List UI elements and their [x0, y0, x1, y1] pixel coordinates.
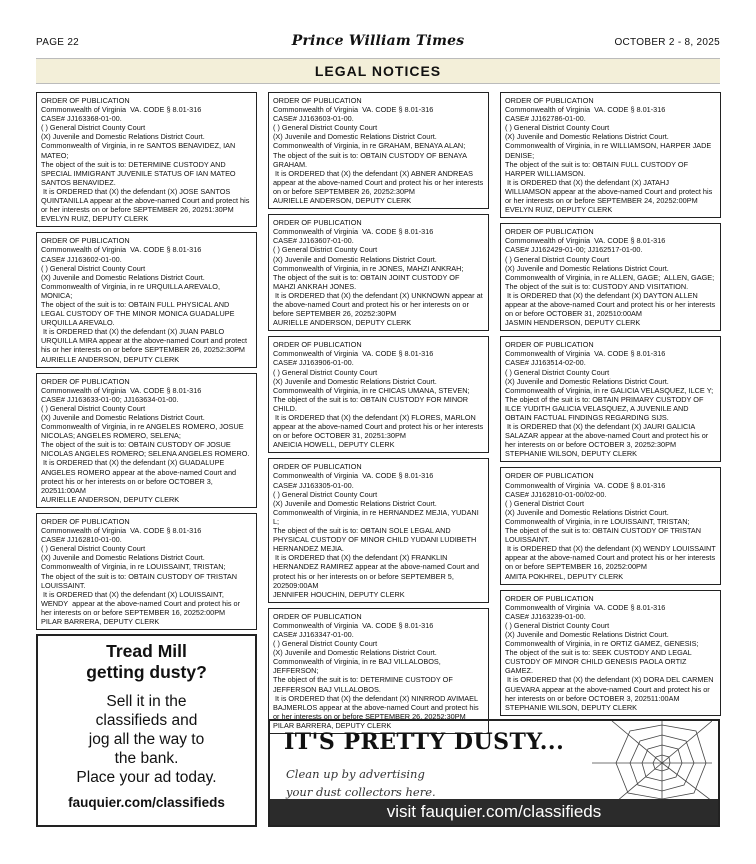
- legal-notice: [500, 336, 721, 462]
- notice-line: The object of the suit is to: OBTAIN CUSTODY OF JOSUE NICOLAS ANGELES ROMERO; SELENA ANGELES ROMERO.: [41, 440, 250, 459]
- notice-line: CASE# JJ162810-01-00/02-00.: [505, 489, 607, 499]
- notice-line: CASE# JJ163305-01-00.: [273, 480, 354, 490]
- ad-body-line: Place your ad today.: [76, 769, 217, 786]
- notice-line: (X) Juvenile and Domestic Relations District Court.: [505, 263, 669, 273]
- notice-heading: ORDER OF PUBLICATION: [41, 376, 130, 386]
- legal-notice: [268, 458, 489, 602]
- ad-url[interactable]: fauquier.com/classifieds: [68, 795, 225, 810]
- legal-notice: [500, 467, 721, 584]
- notice-line: AURIELLE ANDERSON, DEPUTY CLERK: [41, 494, 180, 504]
- notice-line: Commonwealth of Virginia VA. CODE § 8.01-316: [273, 105, 434, 115]
- notice-line: The object of the suit is to: OBTAIN CUSTODY OF TRISTAN LOUISSAINT.: [41, 571, 240, 590]
- notice-line: CASE# JJ163603-01-00.: [273, 114, 354, 124]
- notice-line: (X) Juvenile and Domestic Relations District Court.: [505, 132, 669, 142]
- notice-line: The object of the suit is to: DETERMINE CUSTODY OF JEFFERSON BAJ VILLALOBOS.: [273, 675, 455, 694]
- notice-line: CASE# JJ163239-01-00.: [505, 611, 586, 621]
- legal-notice: [36, 92, 257, 227]
- notice-heading: ORDER OF PUBLICATION: [505, 593, 594, 603]
- notice-heading: ORDER OF PUBLICATION: [505, 340, 594, 350]
- legal-notice: [36, 513, 257, 630]
- notices-column-2: [268, 92, 489, 739]
- notice-heading: ORDER OF PUBLICATION: [273, 462, 362, 472]
- notice-line: ( ) General District County Court: [41, 123, 146, 133]
- notice-line: Commonwealth of Virginia VA. CODE § 8.01-316: [41, 385, 202, 395]
- notice-heading: ORDER OF PUBLICATION: [505, 227, 594, 237]
- notice-line: The object of the suit is to: OBTAIN SOLE LEGAL AND PHYSICAL CUSTODY OF MINOR CHILD YUDANI LUDIBETH HERNANDEZ MEJIA.: [273, 526, 479, 554]
- notice-line: (X) Juvenile and Domestic Relations District Court.: [273, 498, 437, 508]
- legal-notice: [268, 214, 489, 331]
- notice-line: ( ) General District County Court: [273, 367, 378, 377]
- notice-line: AURIELLE ANDERSON, DEPUTY CLERK: [273, 318, 412, 328]
- notice-line: ( ) General District County Court: [273, 489, 378, 499]
- notice-line: Commonwealth of Virginia VA. CODE § 8.01-316: [273, 620, 434, 630]
- notice-line: CASE# JJ162810-01-00.: [41, 535, 122, 545]
- notice-line: ( ) General District Court: [505, 498, 585, 508]
- notice-heading: ORDER OF PUBLICATION: [41, 516, 130, 526]
- notice-line: AURIELLE ANDERSON, DEPUTY CLERK: [273, 196, 412, 206]
- notice-line: Commonwealth of Virginia, in re GRAHAM, BENAYA ALAN;: [273, 141, 466, 151]
- issue-date: OCTOBER 2 - 8, 2025: [614, 37, 720, 48]
- notice-line: ( ) General District County Court: [273, 639, 378, 649]
- pretty-dusty-ad: [268, 719, 720, 827]
- notice-line: ( ) General District County Court: [41, 403, 146, 413]
- notice-line: Commonwealth of Virginia VA. CODE § 8.01-316: [505, 236, 666, 246]
- notice-line: It is ORDERED that (X) the defendant (X) GUADALUPE ANGELES ROMERO appear at the above-named Court and protect his or her interests on or before OCTOBER 3, 202511:00AM: [41, 458, 239, 495]
- notice-heading: ORDER OF PUBLICATION: [273, 340, 362, 350]
- notice-line: Commonwealth of Virginia VA. CODE § 8.01-316: [273, 227, 434, 237]
- notice-line: Commonwealth of Virginia, in re GALICIA VELASQUEZ, ILCE Y;: [505, 385, 714, 395]
- notice-line: Commonwealth of Virginia, in re LOUISSAINT, TRISTAN;: [505, 516, 690, 526]
- notice-line: Commonwealth of Virginia VA. CODE § 8.01-316: [273, 349, 434, 359]
- notice-line: Commonwealth of Virginia VA. CODE § 8.01-316: [505, 480, 666, 490]
- notice-line: Commonwealth of Virginia, in re HERNANDEZ MEJIA, YUDANI L;: [273, 507, 481, 526]
- ad-tagline: [286, 765, 436, 801]
- legal-notice: [36, 373, 257, 508]
- notice-line: Commonwealth of Virginia, in re URQUILLA AREVALO, MONICA;: [41, 281, 223, 300]
- section-title: LEGAL NOTICES: [36, 58, 720, 84]
- notice-line: ( ) General District County Court: [505, 620, 610, 630]
- notice-line: Commonwealth of Virginia VA. CODE § 8.01-316: [41, 105, 202, 115]
- notice-line: CASE# JJ163347-01-00.: [273, 629, 354, 639]
- notice-line: It is ORDERED that (X) the defendant (X) FLORES, MARLON appear at the above-named Court and protect his or her interests on or before OCTOBER 31, 20251:30PM: [273, 413, 486, 441]
- notice-heading: ORDER OF PUBLICATION: [505, 471, 594, 481]
- notice-line: Commonwealth of Virginia, in re CHICAS UMANA, STEVEN;: [273, 385, 470, 395]
- notice-line: CASE# JJ163906-01-00.: [273, 358, 354, 368]
- notice-line: Commonwealth of Virginia, in re ORTIZ GAMEZ, GENESIS;: [505, 639, 699, 649]
- notice-line: CASE# JJ163633-01-00; JJ163634-01-00.: [41, 394, 179, 404]
- notice-line: (X) Juvenile and Domestic Relations District Court.: [505, 629, 669, 639]
- notice-line: It is ORDERED that (X) the defendant (X) JUAN PABLO URQUILLA MIRA appear at the above-named Court and protect his or her interests on or before SEPTEMBER 26, 20252:30PM: [41, 327, 250, 355]
- page-header: [36, 34, 720, 56]
- notice-line: The object of the suit is to: OBTAIN CUSTODY OF BENAYA GRAHAM.: [273, 150, 469, 169]
- notice-line: AURIELLE ANDERSON, DEPUTY CLERK: [41, 354, 180, 364]
- notice-line: Commonwealth of Virginia, in re JONES, MAHZI ANKRAH;: [273, 263, 464, 273]
- notice-line: Commonwealth of Virginia VA. CODE § 8.01-316: [505, 602, 666, 612]
- notice-line: ( ) General District County Court: [273, 123, 378, 133]
- ad-body-line: classifieds and: [95, 712, 198, 729]
- notice-line: (X) Juvenile and Domestic Relations District Court.: [41, 132, 205, 142]
- notices-column-3: [500, 92, 721, 721]
- notice-line: It is ORDERED that (X) the defendant (X) JOSE SANTOS QUINTANILLA appear at the above-named Court and protect his or her interests on or before SEPTEMBER 26, 20251:30PM: [41, 186, 252, 215]
- notice-line: The object of the suit is to: OBTAIN FULL PHYSICAL AND LEGAL CUSTODY OF THE MINOR MONICA GUADALUPE URQUILLA AREVALO.: [41, 299, 237, 328]
- notice-line: Commonwealth of Virginia, in re BAJ VILLALOBOS, JEFFERSON;: [273, 657, 443, 676]
- notice-line: Commonwealth of Virginia VA. CODE § 8.01-316: [41, 526, 202, 536]
- notice-line: The object of the suit is to: OBTAIN PRIMARY CUSTODY OF ILCE YUDITH GALICIA VELASQUEZ, A JUVENILE AND OBTAIN FACTUAL FINDINGS REGARDING SIJS.: [505, 394, 706, 422]
- ad-url-bar[interactable]: visit fauquier.com/classifieds: [270, 799, 718, 825]
- notice-line: Commonwealth of Virginia, in re ANGELES ROMERO, JOSUE NICOLAS; ANGELES ROMERO, SELENA;: [41, 422, 246, 441]
- notice-line: PILAR BARRERA, DEPUTY CLERK: [41, 616, 160, 626]
- notice-line: The object of the suit is to: OBTAIN CUSTODY FOR MINOR CHILD.: [273, 394, 471, 413]
- page-number: PAGE 22: [36, 37, 80, 48]
- legal-notice: [268, 608, 489, 734]
- notice-line: PILAR BARRERA, DEPUTY CLERK: [273, 720, 392, 730]
- notice-line: EVELYN RUIZ, DEPUTY CLERK: [41, 214, 149, 224]
- notice-line: (X) Juvenile and Domestic Relations District Court.: [41, 553, 205, 563]
- notice-line: EVELYN RUIZ, DEPUTY CLERK: [505, 205, 613, 215]
- notice-line: CASE# JJ162429-01-00; JJ162517-01-00.: [505, 245, 643, 255]
- notice-line: It is ORDERED that (X) the defendant (X) UNKNOWN appear at the above-named Court and protect his or her interests on or before SEPTEMBER 26, 20252:30PM: [273, 290, 485, 319]
- notice-line: It is ORDERED that (X) the defendant (X) NINRROD AVIMAEL BAJMERLOS appear at the above-named Court and protect his or her interests on or before SEPTEMBER 26, 20252:30PM: [273, 693, 481, 721]
- legal-notice: [500, 92, 721, 218]
- notice-line: Commonwealth of Virginia VA. CODE § 8.01-316: [505, 105, 666, 115]
- notice-line: The object of the suit is to: CUSTODY AND VISITATION.: [505, 281, 689, 291]
- notice-line: It is ORDERED that (X) the defendant (X) WENDY LOUISSAINT appear at the above-named Court and protect his or her interests on or before SEPTEMBER 16, 20252:00PM: [505, 544, 718, 572]
- legal-notice: [268, 336, 489, 453]
- notice-line: It is ORDERED that (X) the defendant (X) DAYTON ALLEN appear at the above-named Court and protect his or her interests on or before OCTOBER 31, 202510:00AM: [505, 290, 718, 319]
- notice-line: Commonwealth of Virginia VA. CODE § 8.01-316: [41, 245, 202, 255]
- notice-line: Commonwealth of Virginia, in re WILLIAMSON, HARPER JADE DENISE;: [505, 141, 714, 160]
- legal-notice: [500, 590, 721, 716]
- notice-line: (X) Juvenile and Domestic Relations District Court.: [273, 132, 437, 142]
- notice-line: (X) Juvenile and Domestic Relations District Court.: [41, 272, 205, 282]
- notice-line: (X) Juvenile and Domestic Relations District Court.: [41, 413, 205, 422]
- notice-line: ANEICIA HOWELL, DEPUTY CLERK: [273, 440, 395, 450]
- notice-line: ( ) General District County Court: [505, 123, 610, 133]
- notice-line: (X) Juvenile and Domestic Relations District Court.: [505, 376, 669, 386]
- notice-heading: ORDER OF PUBLICATION: [273, 611, 362, 621]
- ad-headline-line: Tread Mill: [106, 641, 187, 661]
- notice-line: ( ) General District County Court: [41, 544, 146, 554]
- notice-line: Commonwealth of Virginia VA. CODE § 8.01-316: [505, 349, 666, 359]
- notice-line: JASMIN HENDERSON, DEPUTY CLERK: [505, 318, 641, 328]
- newspaper-masthead: Prince William Times: [291, 33, 465, 49]
- notice-line: It is ORDERED that (X) the defendant (X) JAURI GALICIA SALAZAR appear at the above-named Court and protect his or her interests on or before OCTOBER 3, 20252:30PM: [505, 422, 711, 450]
- notice-line: CASE# JJ163607-01-00.: [273, 236, 354, 246]
- ad-headline: [38, 641, 255, 683]
- ad-title: IT'S PRETTY DUSTY...: [284, 729, 565, 755]
- ad-headline-line: getting dusty?: [86, 662, 207, 682]
- notice-line: (X) Juvenile and Domestic Relations District Court.: [505, 507, 669, 517]
- notice-line: The object of the suit is to: OBTAIN JOINT CUSTODY OF MAHZI ANKRAH JONES.: [273, 272, 462, 291]
- notices-column-1: [36, 92, 257, 635]
- notice-line: It is ORDERED that (X) the defendant (X) ABNER ANDREAS appear at the above-named Court and protect his or her interests on or before SEPTEMBER 26, 20252:30PM: [273, 168, 486, 196]
- legal-notice: [500, 223, 721, 331]
- legal-notice: [268, 92, 489, 209]
- notice-line: STEPHANIE WILSON, DEPUTY CLERK: [505, 702, 638, 712]
- notice-line: It is ORDERED that (X) the defendant (X) FRANKLIN HERNANDEZ RAMIREZ appear at the above-named Court and protect his or her interests on or before SEPTEMBER 5, 202509:00AM: [273, 553, 482, 590]
- notice-line: Commonwealth of Virginia VA. CODE § 8.01-316: [273, 471, 434, 481]
- notice-line: It is ORDERED that (X) the defendant (X) DORA DEL CARMEN GUEVARA appear at the above-named Court and protect his or her interests on or before OCTOBER 3, 202511:00AM: [505, 675, 716, 703]
- ad-tagline-line: Clean up by advertising: [286, 767, 425, 781]
- notice-line: Commonwealth of Virginia, in re SANTOS BENAVIDEZ, IAN MATEO;: [41, 141, 238, 160]
- notice-heading: ORDER OF PUBLICATION: [273, 218, 362, 228]
- notice-line: The object of the suit is to: OBTAIN FULL CUSTODY OF HARPER WILLIAMSON.: [505, 159, 691, 178]
- notice-line: STEPHANIE WILSON, DEPUTY CLERK: [505, 449, 638, 459]
- notice-line: ( ) General District County Court: [505, 254, 610, 264]
- ad-body-line: Sell it in the: [106, 693, 187, 710]
- notice-line: It is ORDERED that (X) the defendant (X) JATAHJ WILLIAMSON appear at the above-named Court and protect his or her interests on or before SEPTEMBER 24, 20252:00PM: [505, 177, 715, 206]
- notice-line: The object of the suit is to: SEEK CUSTODY AND LEGAL CUSTODY OF MINOR CHILD GENESIS PAOLA ORTIZ GAMEZ.: [505, 648, 694, 676]
- notice-heading: ORDER OF PUBLICATION: [505, 96, 594, 105]
- notice-line: ( ) General District County Court: [505, 367, 610, 377]
- notice-line: Commonwealth of Virginia, in re LOUISSAINT, TRISTAN;: [41, 562, 226, 572]
- tread-mill-ad: [36, 634, 257, 827]
- notice-line: It is ORDERED that (X) the defendant (X) LOUISSAINT, WENDY appear at the above-named Court and protect his or her interests on or before SEPTEMBER 16, 20252:00PM: [41, 589, 243, 617]
- ad-body-line: the bank.: [114, 750, 179, 767]
- notice-line: (X) Juvenile and Domestic Relations District Court.: [273, 648, 437, 658]
- ad-tagline-line: your dust collectors here.: [286, 785, 436, 799]
- notice-line: (X) Juvenile and Domestic Relations District Court.: [273, 254, 437, 264]
- notice-heading: ORDER OF PUBLICATION: [41, 96, 130, 105]
- notice-line: AMITA POKHREL, DEPUTY CLERK: [505, 571, 624, 581]
- notice-line: ( ) General District County Court: [273, 245, 378, 255]
- notice-line: The object of the suit is to: OBTAIN CUSTODY OF TRISTAN LOUISSAINT.: [505, 526, 704, 545]
- notice-line: ( ) General District County Court: [41, 263, 146, 273]
- notice-line: CASE# JJ163602-01-00.: [41, 254, 122, 264]
- notice-line: CASE# JJ163368-01-00.: [41, 114, 122, 124]
- notice-heading: ORDER OF PUBLICATION: [273, 96, 362, 105]
- notice-line: The object of the suit is to: DETERMINE CUSTODY AND SPECIAL IMMIGRANT JUVENILE STATUS OF IAN MATEO SANTOS BENAVIDEZ.: [41, 159, 238, 187]
- notice-line: CASE# JJ162786-01-00.: [505, 114, 586, 124]
- notice-line: (X) Juvenile and Domestic Relations District Court.: [273, 376, 437, 386]
- spider-web-icon: [572, 721, 712, 801]
- legal-notice: [36, 232, 257, 367]
- notice-line: Commonwealth of Virginia, in re ALLEN, GAGE; ALLEN, GAGE;: [505, 272, 715, 282]
- ad-body-line: jog all the way to: [88, 731, 205, 748]
- notice-line: JENNIFER HOUCHIN, DEPUTY CLERK: [273, 589, 405, 599]
- notice-line: CASE# JJ163514-02-00.: [505, 358, 586, 368]
- notice-heading: ORDER OF PUBLICATION: [41, 236, 130, 246]
- ad-body: [38, 692, 255, 787]
